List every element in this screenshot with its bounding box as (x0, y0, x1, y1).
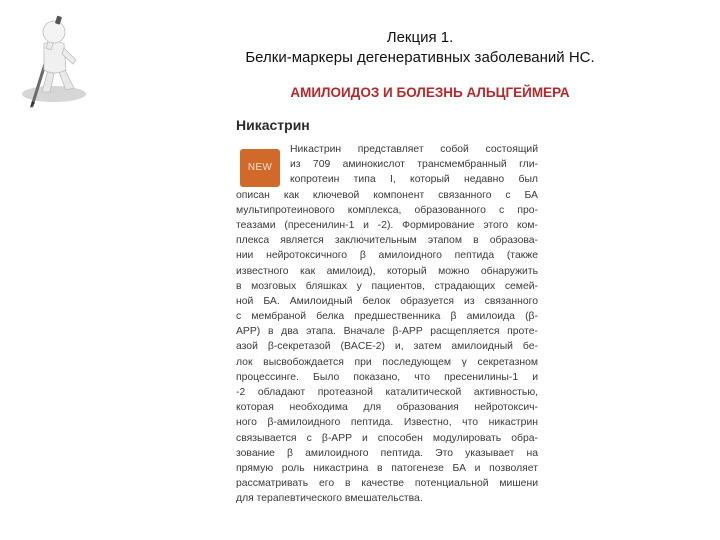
new-badge: NEW (240, 149, 280, 187)
lecture-number: Лекция 1. (386, 29, 454, 46)
article-line: Никастрин представляет собой состоящий (290, 144, 538, 155)
article-line: процессинге. Было показано, что пресенилины-1 и (236, 371, 538, 383)
article-line: APP) в два этапа. Вначале β-APP расщепляется проте- (236, 326, 538, 338)
article-line: ного β-амилоидного пептида. Известно, что никастрин (236, 417, 538, 429)
figure-with-pen-icon (18, 8, 96, 108)
article-body (236, 142, 538, 507)
article-line: копротеин типа I, который недавно был (290, 174, 538, 186)
article-line: -2 обладают протеазной каталитической активностью, (236, 387, 538, 398)
article-line: азой β-секретазой (BACE-2) и, затем амилоидный бе- (236, 341, 538, 353)
article-line: плекса является заключительным этапом в образова- (236, 235, 538, 247)
article-line: связывается с β-APP и способен модулировать обра- (236, 432, 538, 444)
article-line: из 709 аминокислот трансмембранный гли- (290, 159, 538, 171)
article-line: для терапевтического вмешательства. (236, 493, 423, 505)
article-line: в мозговых бляшках у пациентов, страдающих семей- (236, 280, 538, 292)
article-line: известного как амилоид), который можно обнаружить (236, 265, 538, 277)
article-line: которая необходима для образования нейротоксич- (236, 402, 538, 414)
article-line: описан как ключевой компонент связанного с БА (236, 189, 538, 201)
article-line: ной БА. Амилоидный белок образуется из связанного (236, 295, 538, 307)
lecture-title (200, 28, 640, 68)
article-line: мультипротеинового комплекса, образованного с про- (236, 204, 538, 216)
section-subtitle: АМИЛОИДОЗ И БОЛЕЗНЬ АЛЬЦГЕЙМЕРА (290, 85, 570, 100)
article-line: лок высвобождается при последующем γ секретазном (236, 356, 538, 368)
article-heading: Никастрин (236, 117, 310, 133)
article-line: теазами (пресенилин-1 и -2). Формирование этого ком- (236, 219, 538, 231)
article (236, 116, 538, 507)
article-line: прямую роль никастрина в патогенезе БА и позволяет (236, 462, 538, 474)
article-line: нии нейротоксичного β амилоидного пептида (также (236, 250, 538, 262)
article-line: с мембраной белка предшественника β амилоида (β- (236, 311, 538, 323)
article-line: рассматривать его в качестве потенциальной мишени (236, 478, 538, 490)
lecture-topic: Белки-маркеры дегенеративных заболеваний НС. (245, 49, 595, 66)
article-line: зование β амилоидного пептида. Это указывает на (236, 447, 538, 459)
